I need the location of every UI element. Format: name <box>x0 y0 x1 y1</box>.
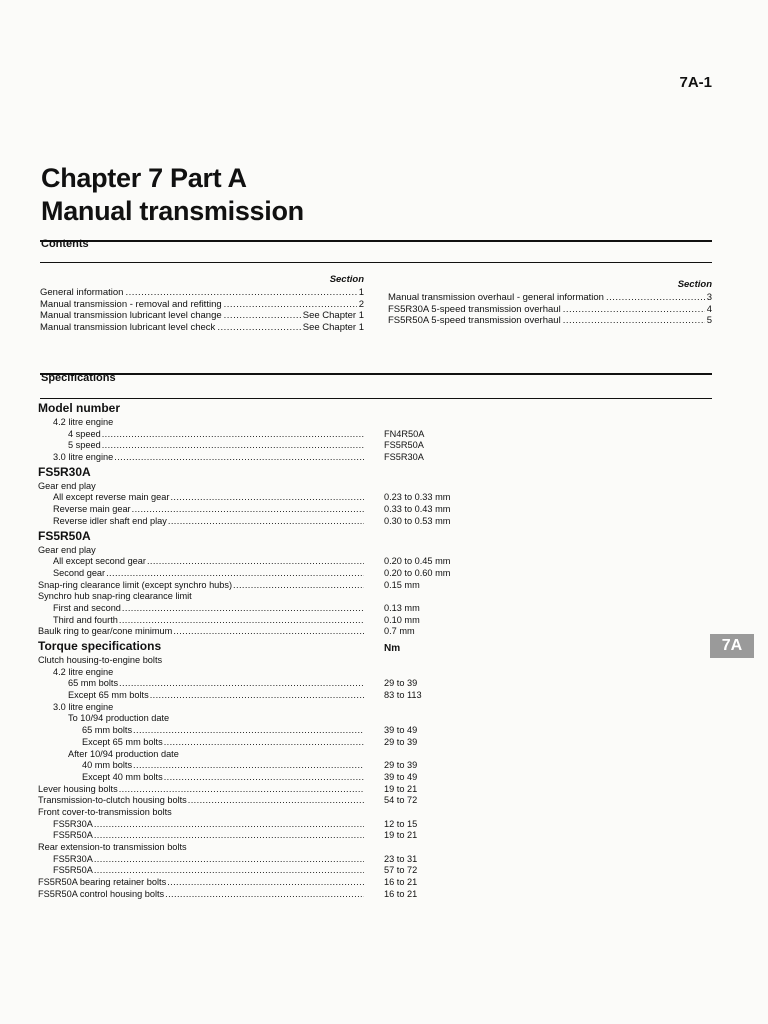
spec-label: FS5R50A <box>53 830 93 841</box>
leader-dots <box>94 854 364 866</box>
contents-item <box>388 304 712 316</box>
spec-label: Reverse idler shaft end play <box>53 515 167 526</box>
leader-dots <box>132 504 364 516</box>
contents-list-left <box>40 274 364 333</box>
spec-label: 40 mm bolts <box>82 760 133 771</box>
spec-row <box>38 504 468 516</box>
spec-group-heading <box>38 464 468 481</box>
spec-label: Snap-ring clearance limit (except synchro hubs) <box>38 579 233 590</box>
leader-dots <box>106 568 364 580</box>
leader-dots <box>94 865 364 877</box>
spec-value: 57 to 72 <box>384 865 418 876</box>
contents-item-title: FS5R30A 5-speed transmission overhaul <box>388 303 561 315</box>
spec-label: Clutch housing-to-engine bolts <box>38 655 163 665</box>
spec-row <box>38 865 468 877</box>
spec-label: 4.2 litre engine <box>53 417 114 427</box>
spec-row <box>38 737 468 749</box>
spec-row <box>38 807 468 819</box>
contents-item <box>40 322 364 334</box>
spec-row <box>38 784 468 796</box>
spec-row <box>38 580 468 592</box>
contents-item-title: Manual transmission overhaul - general information <box>388 292 604 303</box>
leader-dots <box>165 889 364 901</box>
spec-label: Front cover-to-transmission bolts <box>38 806 172 817</box>
chapter-title-line-1: Chapter 7 Part A <box>41 163 247 193</box>
spec-label: FS5R50A <box>53 865 93 876</box>
spec-group-heading <box>38 400 468 417</box>
spec-group-heading <box>38 638 468 655</box>
contents-item <box>388 292 712 304</box>
spec-row <box>38 690 468 702</box>
spec-row <box>38 749 468 761</box>
spec-row <box>38 725 468 737</box>
leader-dots <box>563 315 705 327</box>
contents-item-title: General information <box>40 287 124 298</box>
leader-dots <box>133 725 364 737</box>
spec-label: Except 65 mm bolts <box>68 690 149 701</box>
spec-group-title: Model number <box>38 401 121 415</box>
spec-label: First and second <box>53 602 121 613</box>
spec-row <box>38 713 468 725</box>
contents-item-title: FS5R50A 5-speed transmission overhaul <box>388 315 561 326</box>
contents-item-page: See Chapter 1 <box>302 310 364 321</box>
spec-value: 0.20 to 0.60 mm <box>384 567 451 578</box>
spec-label: Rear extension-to transmission bolts <box>38 842 187 852</box>
contents-item-page: 5 <box>706 315 712 326</box>
contents-item-title: Manual transmission lubricant level change <box>40 310 222 321</box>
leader-dots <box>188 795 364 807</box>
spec-row <box>38 795 468 807</box>
spec-row <box>38 516 468 528</box>
contents-item-page: See Chapter 1 <box>302 321 364 333</box>
spec-row <box>38 854 468 866</box>
spec-row <box>38 667 468 679</box>
contents-item-page: 4 <box>706 303 712 315</box>
spec-group-title: FS5R30A <box>38 464 91 479</box>
spec-row <box>38 772 468 784</box>
spec-value: 54 to 72 <box>384 795 418 806</box>
leader-dots <box>164 737 364 749</box>
leader-dots <box>102 429 364 441</box>
leader-dots <box>133 760 364 772</box>
divider <box>40 398 712 399</box>
spec-label: To 10/94 production date <box>68 713 170 724</box>
leader-dots <box>173 626 364 638</box>
contents-item <box>40 299 364 311</box>
spec-label: FS5R30A <box>53 818 93 829</box>
specifications-table <box>38 400 468 900</box>
spec-label: Second gear <box>53 567 106 578</box>
spec-label: 65 mm bolts <box>82 725 133 736</box>
spec-row <box>38 819 468 831</box>
spec-value: 0.30 to 0.53 mm <box>384 515 451 526</box>
leader-dots <box>170 492 364 504</box>
spec-value: 0.13 mm <box>384 602 420 613</box>
leader-dots <box>125 287 356 299</box>
spec-value: 19 to 21 <box>384 830 418 841</box>
spec-row <box>38 678 468 690</box>
specifications-heading: Specifications <box>41 372 116 384</box>
leader-dots <box>114 452 364 464</box>
spec-row <box>38 889 468 901</box>
leader-dots <box>167 877 364 889</box>
divider <box>40 240 712 242</box>
contents-item-page: 3 <box>706 292 712 303</box>
spec-value: 16 to 21 <box>384 888 418 899</box>
spec-row <box>38 760 468 772</box>
spec-row <box>38 452 468 464</box>
spec-label: Reverse main gear <box>53 504 131 515</box>
spec-label: Synchro hub snap-ring clearance limit <box>38 591 192 602</box>
leader-dots <box>122 603 364 615</box>
spec-row <box>38 626 468 638</box>
spec-group-heading <box>38 528 468 545</box>
spec-value: 0.15 mm <box>384 579 420 590</box>
spec-value: 29 to 39 <box>384 736 418 747</box>
leader-dots <box>606 292 705 304</box>
leader-dots <box>102 440 364 452</box>
spec-group-title: FS5R50A <box>38 528 91 543</box>
spec-label: All except reverse main gear <box>53 492 170 503</box>
spec-group-title: Torque specifications <box>38 639 162 653</box>
spec-value: 23 to 31 <box>384 853 418 864</box>
chapter-tab: 7A <box>710 634 754 658</box>
leader-dots <box>563 304 705 316</box>
spec-label: FS5R30A <box>53 853 93 864</box>
contents-item-title: Manual transmission lubricant level check <box>40 321 216 333</box>
spec-value: 0.20 to 0.45 mm <box>384 556 451 567</box>
spec-label: All except second gear <box>53 556 146 567</box>
spec-value: 39 to 49 <box>384 771 418 782</box>
spec-row <box>38 440 468 452</box>
leader-dots <box>150 690 364 702</box>
spec-label: FS5R50A control housing bolts <box>38 888 165 899</box>
spec-value: 12 to 15 <box>384 818 418 829</box>
divider <box>40 373 712 375</box>
spec-row <box>38 556 468 568</box>
spec-label: 65 mm bolts <box>68 678 119 689</box>
leader-dots <box>119 784 364 796</box>
spec-value: 16 to 21 <box>384 877 418 888</box>
spec-value: 83 to 113 <box>384 690 422 701</box>
spec-label: After 10/94 production date <box>68 748 179 759</box>
spec-row <box>38 545 468 557</box>
contents-item <box>40 287 364 299</box>
spec-unit: Nm <box>384 643 401 654</box>
contents-list-right <box>388 279 712 327</box>
spec-value: 19 to 21 <box>384 783 418 794</box>
leader-dots <box>119 615 364 627</box>
leader-dots <box>233 580 364 592</box>
spec-label: Lever housing bolts <box>38 783 118 794</box>
spec-value: 0.10 mm <box>384 614 420 625</box>
spec-row <box>38 591 468 603</box>
spec-label: Except 40 mm bolts <box>82 771 163 782</box>
contents-item <box>388 315 712 327</box>
spec-value: FN4R50A <box>384 428 425 439</box>
leader-dots <box>94 819 364 831</box>
spec-row <box>38 615 468 627</box>
contents-item-page: 1 <box>358 287 364 298</box>
leader-dots <box>224 299 357 311</box>
divider <box>40 262 712 263</box>
spec-row <box>38 429 468 441</box>
spec-label: Except 65 mm bolts <box>82 736 163 747</box>
spec-row <box>38 481 468 493</box>
leader-dots <box>164 772 364 784</box>
spec-label: Gear end play <box>38 480 96 491</box>
spec-value: 0.7 mm <box>384 626 415 637</box>
spec-label: Transmission-to-clutch housing bolts <box>38 795 187 806</box>
leader-dots <box>224 310 301 322</box>
leader-dots <box>94 830 364 842</box>
spec-value: FS5R50A <box>384 440 424 451</box>
spec-row <box>38 603 468 615</box>
spec-row <box>38 417 468 429</box>
spec-row <box>38 568 468 580</box>
spec-label: 5 speed <box>68 440 101 451</box>
spec-row <box>38 492 468 504</box>
spec-value: FS5R30A <box>384 452 424 463</box>
leader-dots <box>217 322 300 334</box>
chapter-title <box>41 162 304 228</box>
spec-value: 29 to 39 <box>384 760 418 771</box>
spec-label: Third and fourth <box>53 614 118 625</box>
spec-label: 3.0 litre engine <box>53 701 114 712</box>
spec-label: Gear end play <box>38 544 96 555</box>
spec-value: 0.33 to 0.43 mm <box>384 504 451 515</box>
spec-value: 29 to 39 <box>384 678 418 689</box>
section-label: Section <box>677 279 712 290</box>
spec-label: 4 speed <box>68 428 101 439</box>
contents-item-title: Manual transmission - removal and refitting <box>40 298 222 310</box>
spec-label: Baulk ring to gear/cone minimum <box>38 626 173 637</box>
page-number: 7A-1 <box>679 74 712 91</box>
section-label: Section <box>329 274 364 285</box>
spec-value: 0.23 to 0.33 mm <box>384 492 451 503</box>
leader-dots <box>119 678 364 690</box>
contents-item <box>40 310 364 322</box>
spec-row <box>38 655 468 667</box>
contents-item-page: 2 <box>358 298 364 310</box>
spec-label: 4.2 litre engine <box>53 666 114 677</box>
spec-row <box>38 842 468 854</box>
chapter-title-line-2: Manual transmission <box>41 196 304 226</box>
leader-dots <box>147 556 364 568</box>
spec-row <box>38 702 468 714</box>
spec-label: FS5R50A bearing retainer bolts <box>38 877 167 888</box>
spec-label: 3.0 litre engine <box>53 452 114 463</box>
spec-row <box>38 830 468 842</box>
spec-row <box>38 877 468 889</box>
contents-heading: Contents <box>41 238 89 250</box>
leader-dots <box>168 516 364 528</box>
spec-value: 39 to 49 <box>384 725 418 736</box>
